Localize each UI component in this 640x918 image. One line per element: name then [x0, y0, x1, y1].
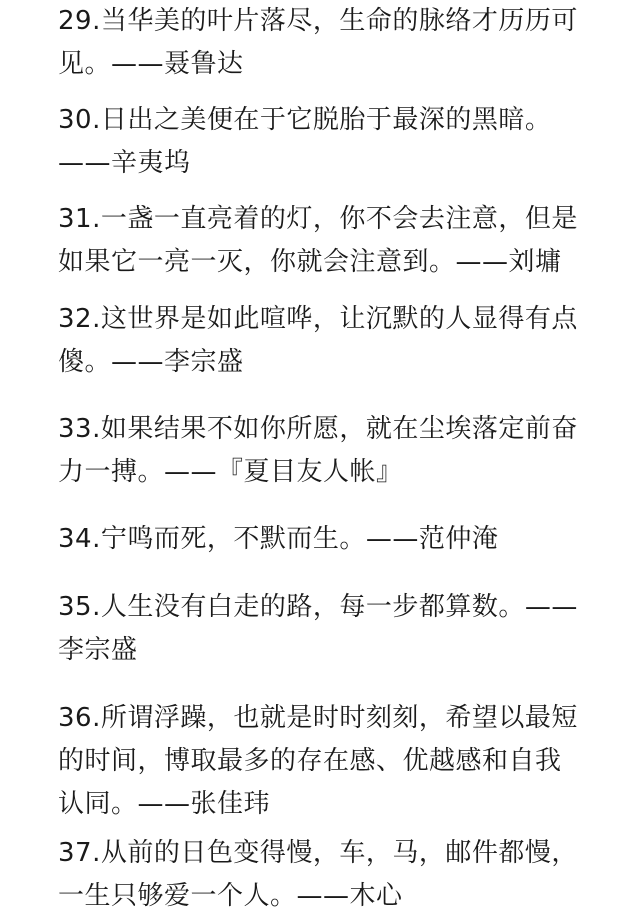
quote-35: [58, 586, 598, 672]
quote-37: [58, 832, 598, 918]
quote-31: [58, 198, 598, 284]
quote-line: 35.人生没有白走的路，每一步都算数。——: [58, 592, 578, 622]
quote-line: 傻。——李宗盛: [58, 347, 244, 377]
quote-line: 33.如果结果不如你所愿，就在尘埃落定前奋: [58, 414, 578, 444]
quote-line: 如果它一亮一灭，你就会注意到。——刘墉: [58, 247, 562, 277]
quote-30: [58, 99, 598, 185]
quote-32: [58, 298, 598, 384]
quote-line: 力一搏。——『夏目友人帐』: [58, 457, 403, 487]
quote-line: 的时间，博取最多的存在感、优越感和自我: [58, 746, 562, 776]
quote-line: 34.宁鸣而死，不默而生。——范仲淹: [58, 524, 499, 554]
quote-33: [58, 408, 598, 494]
quote-line: 29.当华美的叶片落尽，生命的脉络才历历可: [58, 6, 578, 36]
quote-line: 李宗盛: [58, 635, 138, 665]
quote-line: 30.日出之美便在于它脱胎于最深的黑暗。: [58, 105, 552, 135]
quote-line: ——辛夷坞: [58, 148, 191, 178]
quote-36: [58, 697, 598, 826]
quote-29: [58, 0, 598, 86]
quote-line: 一生只够爱一个人。——木心: [58, 881, 403, 911]
quote-line: 见。——聂鲁达: [58, 49, 244, 79]
quote-34: [58, 518, 598, 561]
quote-line: 认同。——张佳玮: [58, 789, 271, 819]
quote-line: 32.这世界是如此喧哗，让沉默的人显得有点: [58, 304, 578, 334]
quote-line: 36.所谓浮躁，也就是时时刻刻，希望以最短: [58, 703, 578, 733]
quote-line: 31.一盏一直亮着的灯，你不会去注意，但是: [58, 204, 578, 234]
quote-line: 37.从前的日色变得慢，车，马，邮件都慢，: [58, 838, 578, 868]
